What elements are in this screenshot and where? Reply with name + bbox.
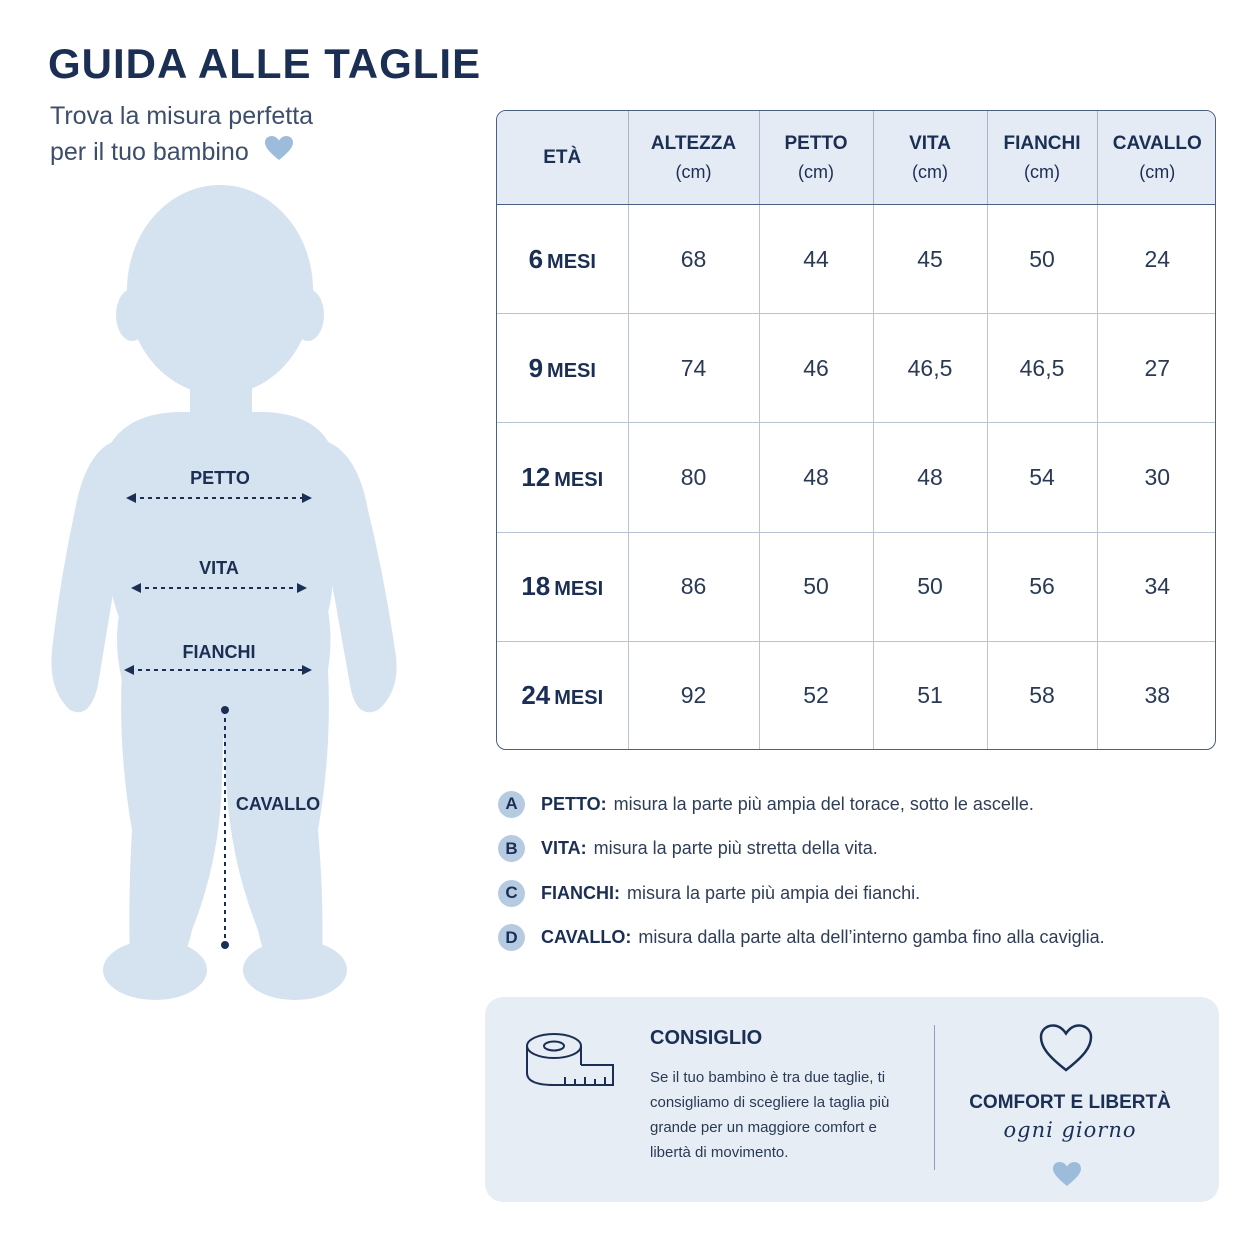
table-cell: 68	[628, 205, 759, 314]
table-cell: 58	[987, 641, 1097, 749]
table-cell: 50	[759, 532, 873, 641]
header-eta: ETÀ	[497, 111, 628, 205]
size-table-grid	[497, 111, 1216, 749]
legend-item-fianchi	[498, 879, 1218, 907]
heart-icon	[264, 135, 294, 171]
legend-text: misura la parte più ampia dei fianchi.	[627, 882, 921, 903]
table-cell: 27	[1097, 314, 1216, 423]
fianchi-label: FIANCHI	[182, 642, 256, 662]
legend-term: PETTO:	[541, 793, 607, 814]
table-row	[497, 205, 1216, 314]
legend-item-petto	[498, 790, 1218, 818]
table-cell: 24	[1097, 205, 1216, 314]
page-subtitle	[50, 98, 380, 171]
header-fianchi: FIANCHI (cm)	[987, 111, 1097, 205]
subtitle-line-1: Trova la misura perfetta	[50, 102, 314, 130]
table-cell: 50	[873, 532, 987, 641]
legend-item-vita	[498, 835, 1218, 863]
legend-text: misura la parte più stretta della vita.	[593, 838, 878, 858]
tip-title: CONSIGLIO	[650, 1027, 763, 1049]
age-cell: 12 MESI	[497, 423, 628, 532]
legend-badge: B	[498, 835, 525, 862]
table-cell: 46,5	[873, 314, 987, 423]
table-cell: 48	[873, 423, 987, 532]
table-cell: 46	[759, 314, 873, 423]
legend-item-cavallo	[498, 924, 1218, 952]
table-cell: 51	[873, 641, 987, 749]
table-row	[497, 314, 1216, 423]
cavallo-label: CAVALLO	[235, 794, 321, 814]
page-title: GUIDA ALLE TAGLIE	[48, 40, 482, 87]
size-table	[496, 110, 1216, 750]
table-cell: 52	[759, 641, 873, 749]
age-cell: 18 MESI	[497, 532, 628, 641]
table-cell: 34	[1097, 532, 1216, 641]
table-cell: 30	[1097, 423, 1216, 532]
table-row	[497, 532, 1216, 641]
table-cell: 92	[628, 641, 759, 749]
baby-silhouette-icon	[40, 180, 420, 1010]
header-altezza: ALTEZZA (cm)	[628, 111, 759, 205]
vita-label: VITA	[199, 558, 239, 578]
age-cell: 6 MESI	[497, 205, 628, 314]
heart-icon	[1052, 1161, 1082, 1192]
legend-text: misura la parte più ampia del torace, sotto le ascelle.	[613, 793, 1034, 814]
table-cell: 46,5	[987, 314, 1097, 423]
legend-badge: A	[498, 791, 525, 818]
petto-label: PETTO	[190, 468, 250, 488]
comfort-subtitle: ogni giorno	[1003, 1118, 1137, 1142]
table-cell: 74	[628, 314, 759, 423]
legend-badge: C	[498, 880, 525, 907]
table-cell: 45	[873, 205, 987, 314]
table-cell: 80	[628, 423, 759, 532]
baby-silhouette	[40, 180, 420, 1010]
table-cell: 38	[1144, 681, 1171, 708]
table-cell: 54	[987, 423, 1097, 532]
header-cavallo: CAVALLO (cm)	[1097, 111, 1216, 205]
legend-badge: D	[498, 924, 525, 951]
comfort-title: COMFORT E LIBERTÀ	[969, 1092, 1171, 1113]
header-vita: VITA (cm)	[873, 111, 987, 205]
measurement-legend	[498, 790, 1218, 968]
age-cell: 24 MESI	[497, 641, 628, 749]
measuring-tape-icon	[525, 1031, 615, 1096]
subtitle-line-2: per il tuo bambino	[50, 138, 249, 166]
table-row	[497, 423, 1216, 532]
panel-divider	[934, 1025, 935, 1170]
legend-term: CAVALLO:	[541, 927, 632, 947]
table-cell: 44	[759, 205, 873, 314]
legend-text: misura dalla parte alta dell’interno gamba fino alla caviglia.	[638, 927, 1105, 947]
tip-text: Se il tuo bambino è tra due taglie, ti consigliamo di scegliere la taglia più grande per un maggiore comfort e libertà di movimento.	[650, 1069, 890, 1161]
table-cell: 48	[759, 423, 873, 532]
table-cell: 56	[987, 532, 1097, 641]
table-cell: 86	[628, 532, 759, 641]
table-header-row	[497, 111, 1216, 205]
heart-outline-icon	[1038, 1023, 1094, 1078]
legend-term: FIANCHI:	[541, 882, 620, 903]
table-cell: 50	[987, 205, 1097, 314]
table-row	[497, 641, 1216, 749]
legend-term: VITA:	[541, 838, 587, 858]
header-petto: PETTO (cm)	[759, 111, 873, 205]
tip-panel	[485, 997, 1219, 1202]
age-cell: 9 MESI	[497, 314, 628, 423]
